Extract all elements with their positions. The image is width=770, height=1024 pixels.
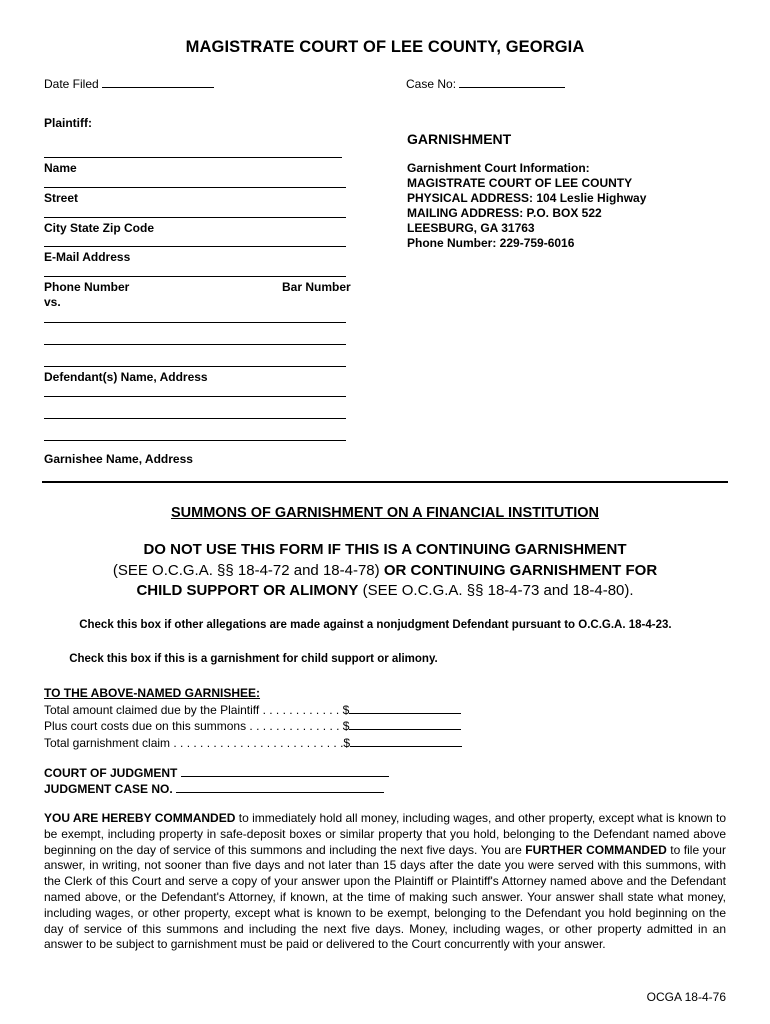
defendant-label: Defendant(s) Name, Address: [44, 370, 208, 384]
claim-row-amount-label: Total amount claimed due by the Plaintiff . . . . . . . . . . . . $: [44, 702, 350, 717]
plaintiff-phone-line[interactable]: [44, 276, 346, 277]
checkbox-row-allegations: [44, 619, 672, 631]
claim-row-costs-label: Plus court costs due on this summons . . . . . . . . . . . . . . $: [44, 719, 350, 733]
garnishment-heading: GARNISHMENT: [407, 131, 512, 147]
command-bold-2: FURTHER COMMANDED: [525, 842, 667, 857]
warning-line-3-ref: (SEE O.C.G.A. §§ 18-4-73 and 18-4-80).: [362, 582, 634, 599]
vs-label: vs.: [44, 295, 61, 309]
command-text-1: to immediately hold all money, including wages, and other property, except what is known to be exempt, including property in safe-deposit boxes or similar property that you hold, belonging to the Defendant named above beginning on the day of service of this summons and including the next five days. You are: [44, 811, 727, 857]
plaintiff-bar-label: Bar Number: [282, 280, 351, 294]
court-info-block: [407, 161, 646, 251]
garnishee-line-2[interactable]: [44, 418, 346, 419]
warning-line-3: [0, 582, 770, 599]
garnishee-line-3[interactable]: [44, 440, 346, 441]
claim-row-total: [44, 735, 462, 752]
command-paragraph: [44, 811, 726, 953]
claim-total-blank[interactable]: [350, 735, 462, 747]
plaintiff-city-line[interactable]: [44, 217, 346, 218]
court-info-line: Garnishment Court Information:: [407, 161, 590, 175]
warning-line-2: [0, 562, 770, 579]
warning-line-2-ref: (SEE O.C.G.A. §§ 18-4-72 and 18-4-78): [112, 562, 380, 579]
warning-line-2-bold: OR CONTINUING GARNISHMENT FOR: [383, 562, 658, 579]
case-no-label: Case No:: [406, 77, 457, 91]
plaintiff-street-line[interactable]: [44, 187, 346, 188]
claim-row-costs: [44, 718, 462, 735]
date-filed-blank[interactable]: [102, 76, 214, 88]
claim-costs-blank[interactable]: [349, 718, 461, 730]
garnishee-line-1[interactable]: [44, 396, 346, 397]
garnishee-claim-section: [44, 686, 462, 751]
command-text-2: to file your answer, in writing, not sooner than five days and not later than 15 days after the date you were served with this summons, with the Clerk of this Court and serve a copy of your answer upon the Plaintiff or Plaintiff's Attorney named above and the Defendant named above, or the Defendant's Attorney, if known, at the time of making such answer. Your answer shall state what money, including wages, or other property, except what is known to be exempt, belonging to the Defendant you hold beginning on the day of service of this summons and including the next five days. Money, including wages, or other property admitted in an answer to be subject to garnishment must be paid or delivered to the Court concurrently with your answer.: [44, 842, 726, 952]
claim-amount-blank[interactable]: [349, 702, 461, 714]
garnishee-section-heading: TO THE ABOVE-NAMED GARNISHEE:: [44, 686, 261, 700]
defendant-line-3[interactable]: [44, 366, 346, 367]
judgment-case-blank[interactable]: [176, 781, 384, 793]
court-of-judgment-field: [44, 765, 389, 780]
checkbox-child-support-label: Check this box if this is a garnishment for child support or alimony.: [69, 653, 438, 665]
judgment-case-label: JUDGMENT CASE NO.: [44, 782, 173, 796]
judgment-case-field: [44, 781, 384, 796]
plaintiff-email-label: E-Mail Address: [44, 250, 131, 264]
case-no-field: [406, 76, 565, 91]
court-info-line: MAILING ADDRESS: P.O. BOX 522: [407, 206, 602, 220]
section-divider: [42, 481, 728, 483]
checkbox-allegations-label: Check this box if other allegations are made against a nonjudgment Defendant pursuant to O.C.G.A. 18-4-23.: [79, 619, 672, 631]
warning-line-1: DO NOT USE THIS FORM IF THIS IS A CONTINUING GARNISHMENT: [143, 541, 627, 558]
plaintiff-email-line[interactable]: [44, 246, 346, 247]
plaintiff-street-label: Street: [44, 191, 79, 205]
court-info-line: PHYSICAL ADDRESS: 104 Leslie Highway: [407, 191, 647, 205]
court-of-judgment-label: COURT OF JUDGMENT: [44, 766, 178, 780]
court-info-line: MAGISTRATE COURT OF LEE COUNTY: [407, 176, 633, 190]
defendant-line-2[interactable]: [44, 344, 346, 345]
date-filed-field: [44, 76, 214, 91]
summons-title: SUMMONS OF GARNISHMENT ON A FINANCIAL INSTITUTION: [170, 505, 599, 521]
command-bold-1: YOU ARE HEREBY COMMANDED: [44, 811, 236, 825]
warning-line-3-bold: CHILD SUPPORT OR ALIMONY: [136, 582, 359, 599]
claim-row-amount: [44, 702, 462, 719]
claim-row-total-label: Total garnishment claim . . . . . . . . . . . . . . . . . . . . . . . . . .$: [44, 735, 351, 750]
court-info-line: LEESBURG, GA 31763: [407, 221, 535, 235]
form-code: OCGA 18-4-76: [646, 990, 726, 1004]
date-filed-label: Date Filed: [44, 77, 99, 91]
plaintiff-name-line[interactable]: [44, 157, 342, 158]
case-no-blank[interactable]: [459, 76, 565, 88]
plaintiff-heading: Plaintiff:: [44, 116, 92, 130]
checkbox-row-child-support: [44, 653, 438, 665]
court-of-judgment-blank[interactable]: [181, 765, 389, 777]
plaintiff-city-label: City State Zip Code: [44, 221, 155, 235]
plaintiff-phone-label: Phone Number: [44, 280, 130, 294]
page-title: MAGISTRATE COURT OF LEE COUNTY, GEORGIA: [185, 38, 585, 56]
garnishee-label: Garnishee Name, Address: [44, 452, 193, 466]
plaintiff-name-label: Name: [44, 161, 77, 175]
defendant-line-1[interactable]: [44, 322, 346, 323]
court-info-line: Phone Number: 229-759-6016: [407, 236, 575, 250]
